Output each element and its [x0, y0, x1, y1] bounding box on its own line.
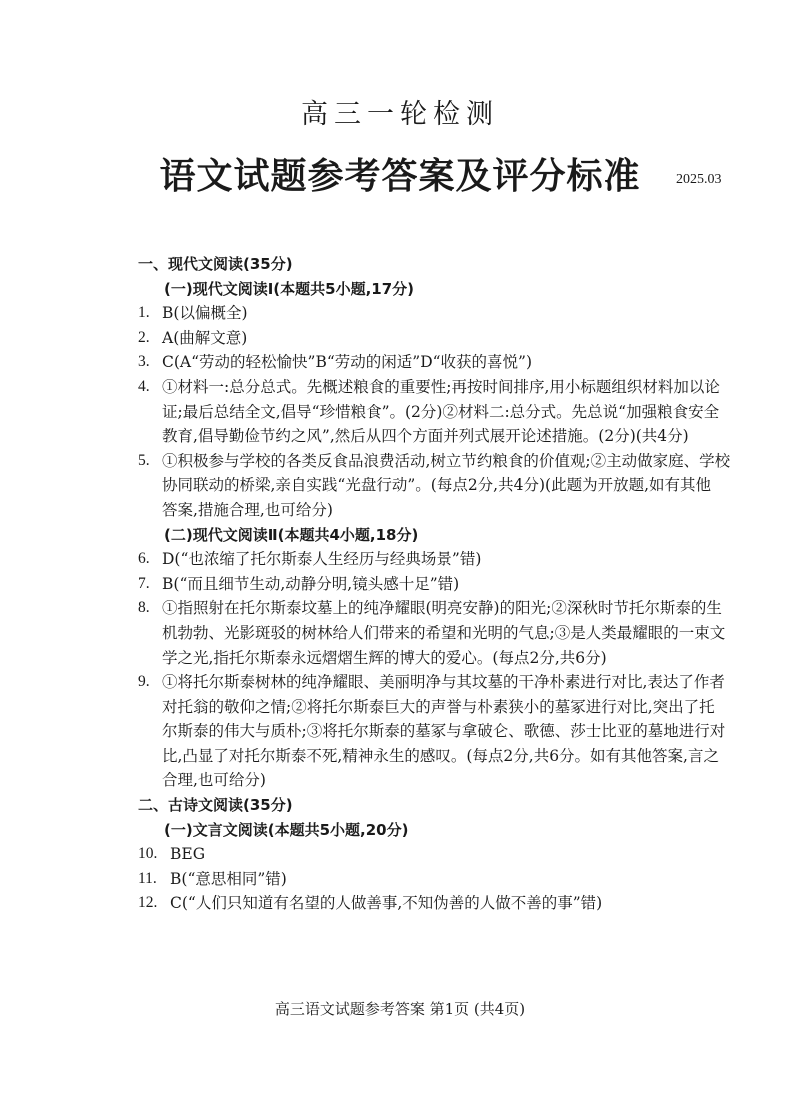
answer-item-11 — [138, 867, 728, 892]
item-text-line: 对托翁的敬仰之情;②将托尔斯泰巨大的声誉与朴素狭小的墓冢进行对比,突出了托 — [162, 697, 715, 716]
item-number: 9. — [138, 673, 150, 691]
item-text: D(“也浓缩了托尔斯泰人生经历与经典场景”错) — [162, 550, 482, 569]
subsection-heading-reading-1: (一)现代文阅读Ⅰ(本题共5小题,17分) — [164, 279, 415, 298]
section-heading-modern-reading: 一、现代文阅读(35分) — [138, 255, 293, 273]
item-text: A(曲解文意) — [162, 328, 248, 347]
item-text-line: ①指照射在托尔斯泰坟墓上的纯净耀眼(明亮安静)的阳光;②深秋时节托尔斯泰的生 — [162, 599, 722, 618]
item-number: 7. — [138, 574, 150, 592]
item-number: 10. — [138, 845, 158, 863]
section-heading-classical-reading: 二、古诗文阅读(35分) — [138, 796, 293, 815]
answer-item-1 — [138, 301, 728, 326]
item-text-line: 合理,也可给分) — [162, 771, 266, 790]
subsection-heading-classical-prose: (一)文言文阅读(本题共5小题,20分) — [164, 820, 409, 839]
item-number: 3. — [138, 353, 150, 371]
item-text-line: 教育,倡导勤俭节约之风”,然后从四个方面并列式展开论述措施。(2分)(共4分) — [162, 427, 689, 446]
answer-item-9 — [138, 670, 728, 793]
item-text: C(“人们只知道有名望的人做善事,不知伪善的人做不善的事”错) — [170, 894, 603, 913]
item-text-line: 尔斯泰的伟大与质朴;③将托尔斯泰的墓冢与拿破仑、歌德、莎士比亚的墓地进行对 — [162, 722, 726, 741]
item-text: C(A“劳动的轻松愉快”B“劳动的闲适”D“收获的喜悦”) — [162, 353, 533, 372]
answer-item-5 — [138, 449, 731, 523]
answer-item-3 — [138, 350, 728, 375]
item-text-line: ①将托尔斯泰树林的纯净耀眼、美丽明净与其坟墓的干净朴素进行对比,表达了作者 — [162, 673, 725, 692]
item-text: B(以偏概全) — [162, 304, 248, 323]
item-text-line: 机勃勃、光影斑驳的树林给人们带来的希望和光明的气息;③是人类最耀眼的一束文 — [162, 623, 726, 642]
item-number: 11. — [138, 869, 157, 887]
answer-item-6 — [138, 547, 728, 572]
item-number: 2. — [138, 328, 150, 346]
item-text-line: 学之光,指托尔斯泰永远熠熠生辉的博大的爱心。(每点2分,共6分) — [162, 648, 607, 667]
exam-subtitle: 高三一轮检测 — [301, 99, 499, 130]
item-text-line: ①材料一:总分总式。先概述粮食的重要性;再按时间排序,用小标题组织材料加以论 — [162, 377, 720, 396]
document-title: 语文试题参考答案及评分标准 — [159, 155, 641, 197]
answer-item-10 — [138, 842, 728, 867]
item-text-line: 比,凸显了对托尔斯泰不死,精神永生的感叹。(每点2分,共6分。如有其他答案,言之 — [162, 746, 719, 765]
item-text-line: 协同联动的桥梁,亲自实践“光盘行动”。(每点2分,共4分)(此题为开放题,如有其他 — [162, 476, 711, 495]
answer-content — [138, 252, 731, 916]
item-text: B(“意思相同”错) — [170, 869, 287, 888]
item-text: BEG — [170, 845, 206, 864]
item-number: 5. — [138, 451, 150, 469]
item-number: 12. — [138, 894, 158, 912]
item-number: 1. — [138, 304, 150, 322]
item-number: 8. — [138, 599, 150, 617]
answer-item-12 — [138, 891, 728, 916]
item-text-line: 答案,措施合理,也可给分) — [162, 500, 333, 519]
item-number: 4. — [138, 377, 150, 395]
answer-item-7 — [138, 572, 728, 597]
answer-item-2 — [138, 326, 728, 351]
document-date: 2025.03 — [676, 172, 722, 187]
subsection-heading-reading-2: (二)现代文阅读Ⅱ(本题共4小题,18分) — [164, 525, 419, 544]
item-text-line: ①积极参与学校的各类反食品浪费活动,树立节约粮食的价值观;②主动做家庭、学校 — [162, 451, 731, 470]
item-number: 6. — [138, 550, 150, 568]
answer-item-8 — [138, 596, 728, 670]
page-footer: 高三语文试题参考答案 第1页 (共4页) — [274, 1000, 526, 1018]
answer-item-4 — [138, 375, 728, 449]
item-text: B(“而且细节生动,动静分明,镜头感十足”错) — [162, 574, 460, 593]
item-text-line: 证;最后总结全文,倡导“珍惜粮食”。(2分)②材料二:总分式。先总说“加强粮食安全 — [162, 402, 720, 421]
